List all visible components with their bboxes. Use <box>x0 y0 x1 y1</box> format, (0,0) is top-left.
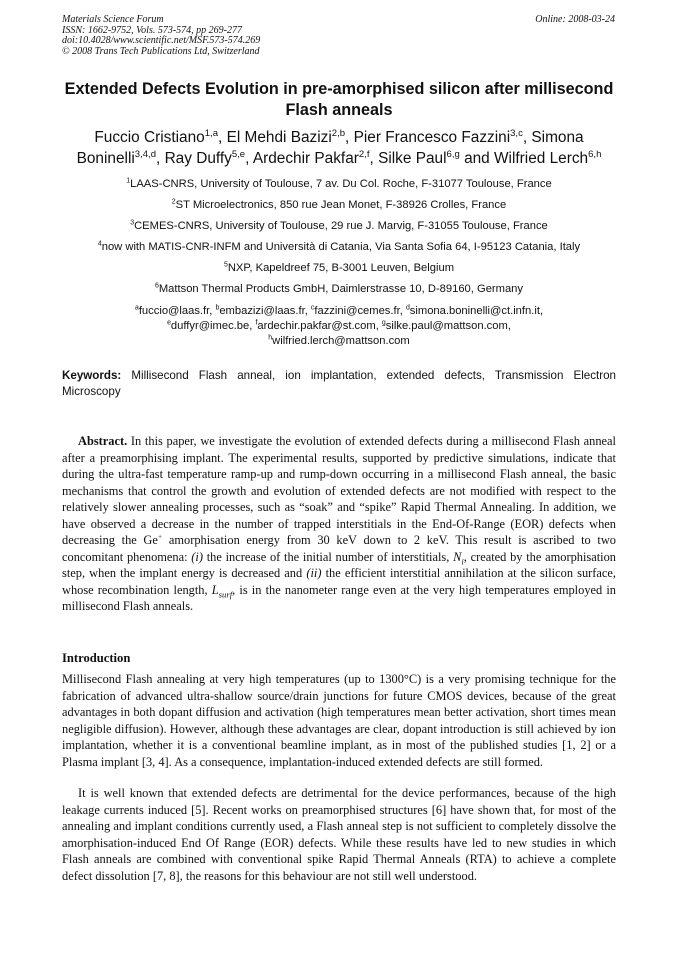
abstract-label: Abstract. <box>78 434 128 448</box>
affiliation: $^4$now with MATIS-CNR-INFM and Università di Catania, Via Santa Sofia 64, I-95123 Catania, Italy <box>97 240 581 253</box>
journal-issn: ISSN: 1662-9752, Vols. 573-574, pp 269-277 <box>62 24 242 36</box>
online-date: Online: 2008-03-24 <box>535 14 615 25</box>
email-link[interactable]: fuccio@laas.fr <box>138 305 210 317</box>
paragraph: Millisecond Flash annealing at very high temperatures (up to 1300°C) is a very promising technique for the fabrication of advanced ultra-shallow source/drain junctions for future CMOS devices, because of the great advantages in both dopant diffusion and activation (high temperatures mean better activation, short times mean negligible diffusion). However, although these advantages are clear, dopant introduction is still achieved by ion implantation, whether it is a conventional beamline implant, as in most of the published studies [1, 2] or a Plasma implant [3, 4]. As a consequence, implantation-induced extended defects are still formed. <box>62 672 616 769</box>
affiliation: $^3$CEMES-CNRS, University of Toulouse, 29 rue J. Marvig, F-31055 Toulouse, France <box>130 219 548 232</box>
journal-doi: doi:10.4028/www.scientific.net/MSF.573-574.269 <box>62 35 261 46</box>
email-link[interactable]: silke.paul@mattson.com <box>385 320 508 332</box>
email-link[interactable]: ardechir.pakfar@st.com <box>257 320 376 332</box>
affiliation: $^5$NXP, Kapeldreef 75, B-3001 Leuven, Belgium <box>223 261 455 274</box>
section-heading-introduction: Introduction <box>62 651 131 665</box>
email-link[interactable]: simona.boninelli@ct.infn.it <box>409 305 540 317</box>
affiliation: $^6$Mattson Thermal Products GmbH, Daimlerstrasse 10, D-89160, Germany <box>155 282 523 295</box>
abstract: Abstract. In this paper, we investigate the evolution of extended defects during a millisecond Flash anneal after a preamorphising implant. The experimental results, supported by predictive simulations, indicate that during the ultra-fast temperature ramp-up and rump-down occurring in a millisecond Flash anneal, the basic mechanisms that control the growth and evolution of extended defects are not modified with respect to the relatively slower annealing processes, such as “soak” and “spike” Rapid Thermal Annealing. In addition, we have observed a decrease in the number of trapped interstitials in the End-Of-Range (EOR) defects when decreasing the Ge+ amorphisation energy from 30 keV down to 2 keV. This result is ascribed to two concomitant phenomena: (i) the increase of the initial number of interstitials, $N_i$, created by the amorphisation step, when the implant energy is decreased and (ii) the efficient interstitial annihilation at the silicon surface, whose recombination length, $L_{surf}$, is in the nanometer range even at the very high temperatures employed in millisecond Flash anneals. <box>62 434 617 613</box>
paper-title: Extended Defects Evolution in pre-amorphised silicon after millisecond Flash anneals <box>64 80 614 119</box>
journal-header <box>62 15 260 57</box>
email-list: $^a$fuccio@laas.fr, $^b$embazizi@laas.fr, $^c$fazzini@cemes.fr, $^d$simona.boninelli@ct.infn.it, $^e$duffyr@imec.be, $^f$ardechir.pakfar@st.com, $^g$silke.paul@mattson.com, $^h$wilfried.lerch@mattson.com <box>134 304 544 347</box>
keywords <box>62 368 616 400</box>
email-link[interactable]: wilfried.lerch@mattson.com <box>272 335 410 347</box>
affiliation: $^1$LAAS-CNRS, University of Toulouse, 7 av. Du Col. Roche, F-31077 Toulouse, France <box>126 177 552 190</box>
author-list: Fuccio Cristiano$^{1,a}$, El Mehdi Bazizi$^{2,b}$, Pier Francesco Fazzini$^{3,c}$, Simona Boninelli$^{3,4,d}$, Ray Duffy$^{5,e}$, Ardechir Pakfar$^{2,f}$, Silke Paul$^{6,g}$ and Wilfried Lerch$^{6,h}$ <box>76 127 602 167</box>
journal-copyright: © 2008 Trans Tech Publications Ltd, Switzerland <box>62 45 260 57</box>
email-link[interactable]: duffyr@imec.be <box>170 320 250 332</box>
affiliation: $^2$ST Microelectronics, 850 rue Jean Monet, F-38926 Crolles, France <box>171 198 507 211</box>
paragraph: It is well known that extended defects are detrimental for the device performances, because of the high leakage currents induced [5]. Recent works on preamorphised structures [6] have shown that, for most of the annealing and implant conditions currently used, a Flash anneal step is not sufficient to completely dissolve the amorphisation-induced End Of Range (EOR) defects. While these results have led to new studies in which Flash anneals are combined with conventional spike Rapid Thermal Anneals (RTA) to achieve a complete defect dissolution [7, 8], the reasons for this behaviour are not still well understood. <box>62 786 616 883</box>
email-link[interactable]: fazzini@cemes.fr <box>314 305 400 317</box>
journal-name: Materials Science Forum <box>62 14 164 25</box>
email-link[interactable]: embazizi@laas.fr <box>219 305 305 317</box>
keywords-label: Keywords: <box>62 369 122 382</box>
keywords-text: Millisecond Flash anneal, ion implantation, extended defects, Transmission Electron Microscopy <box>62 369 616 398</box>
